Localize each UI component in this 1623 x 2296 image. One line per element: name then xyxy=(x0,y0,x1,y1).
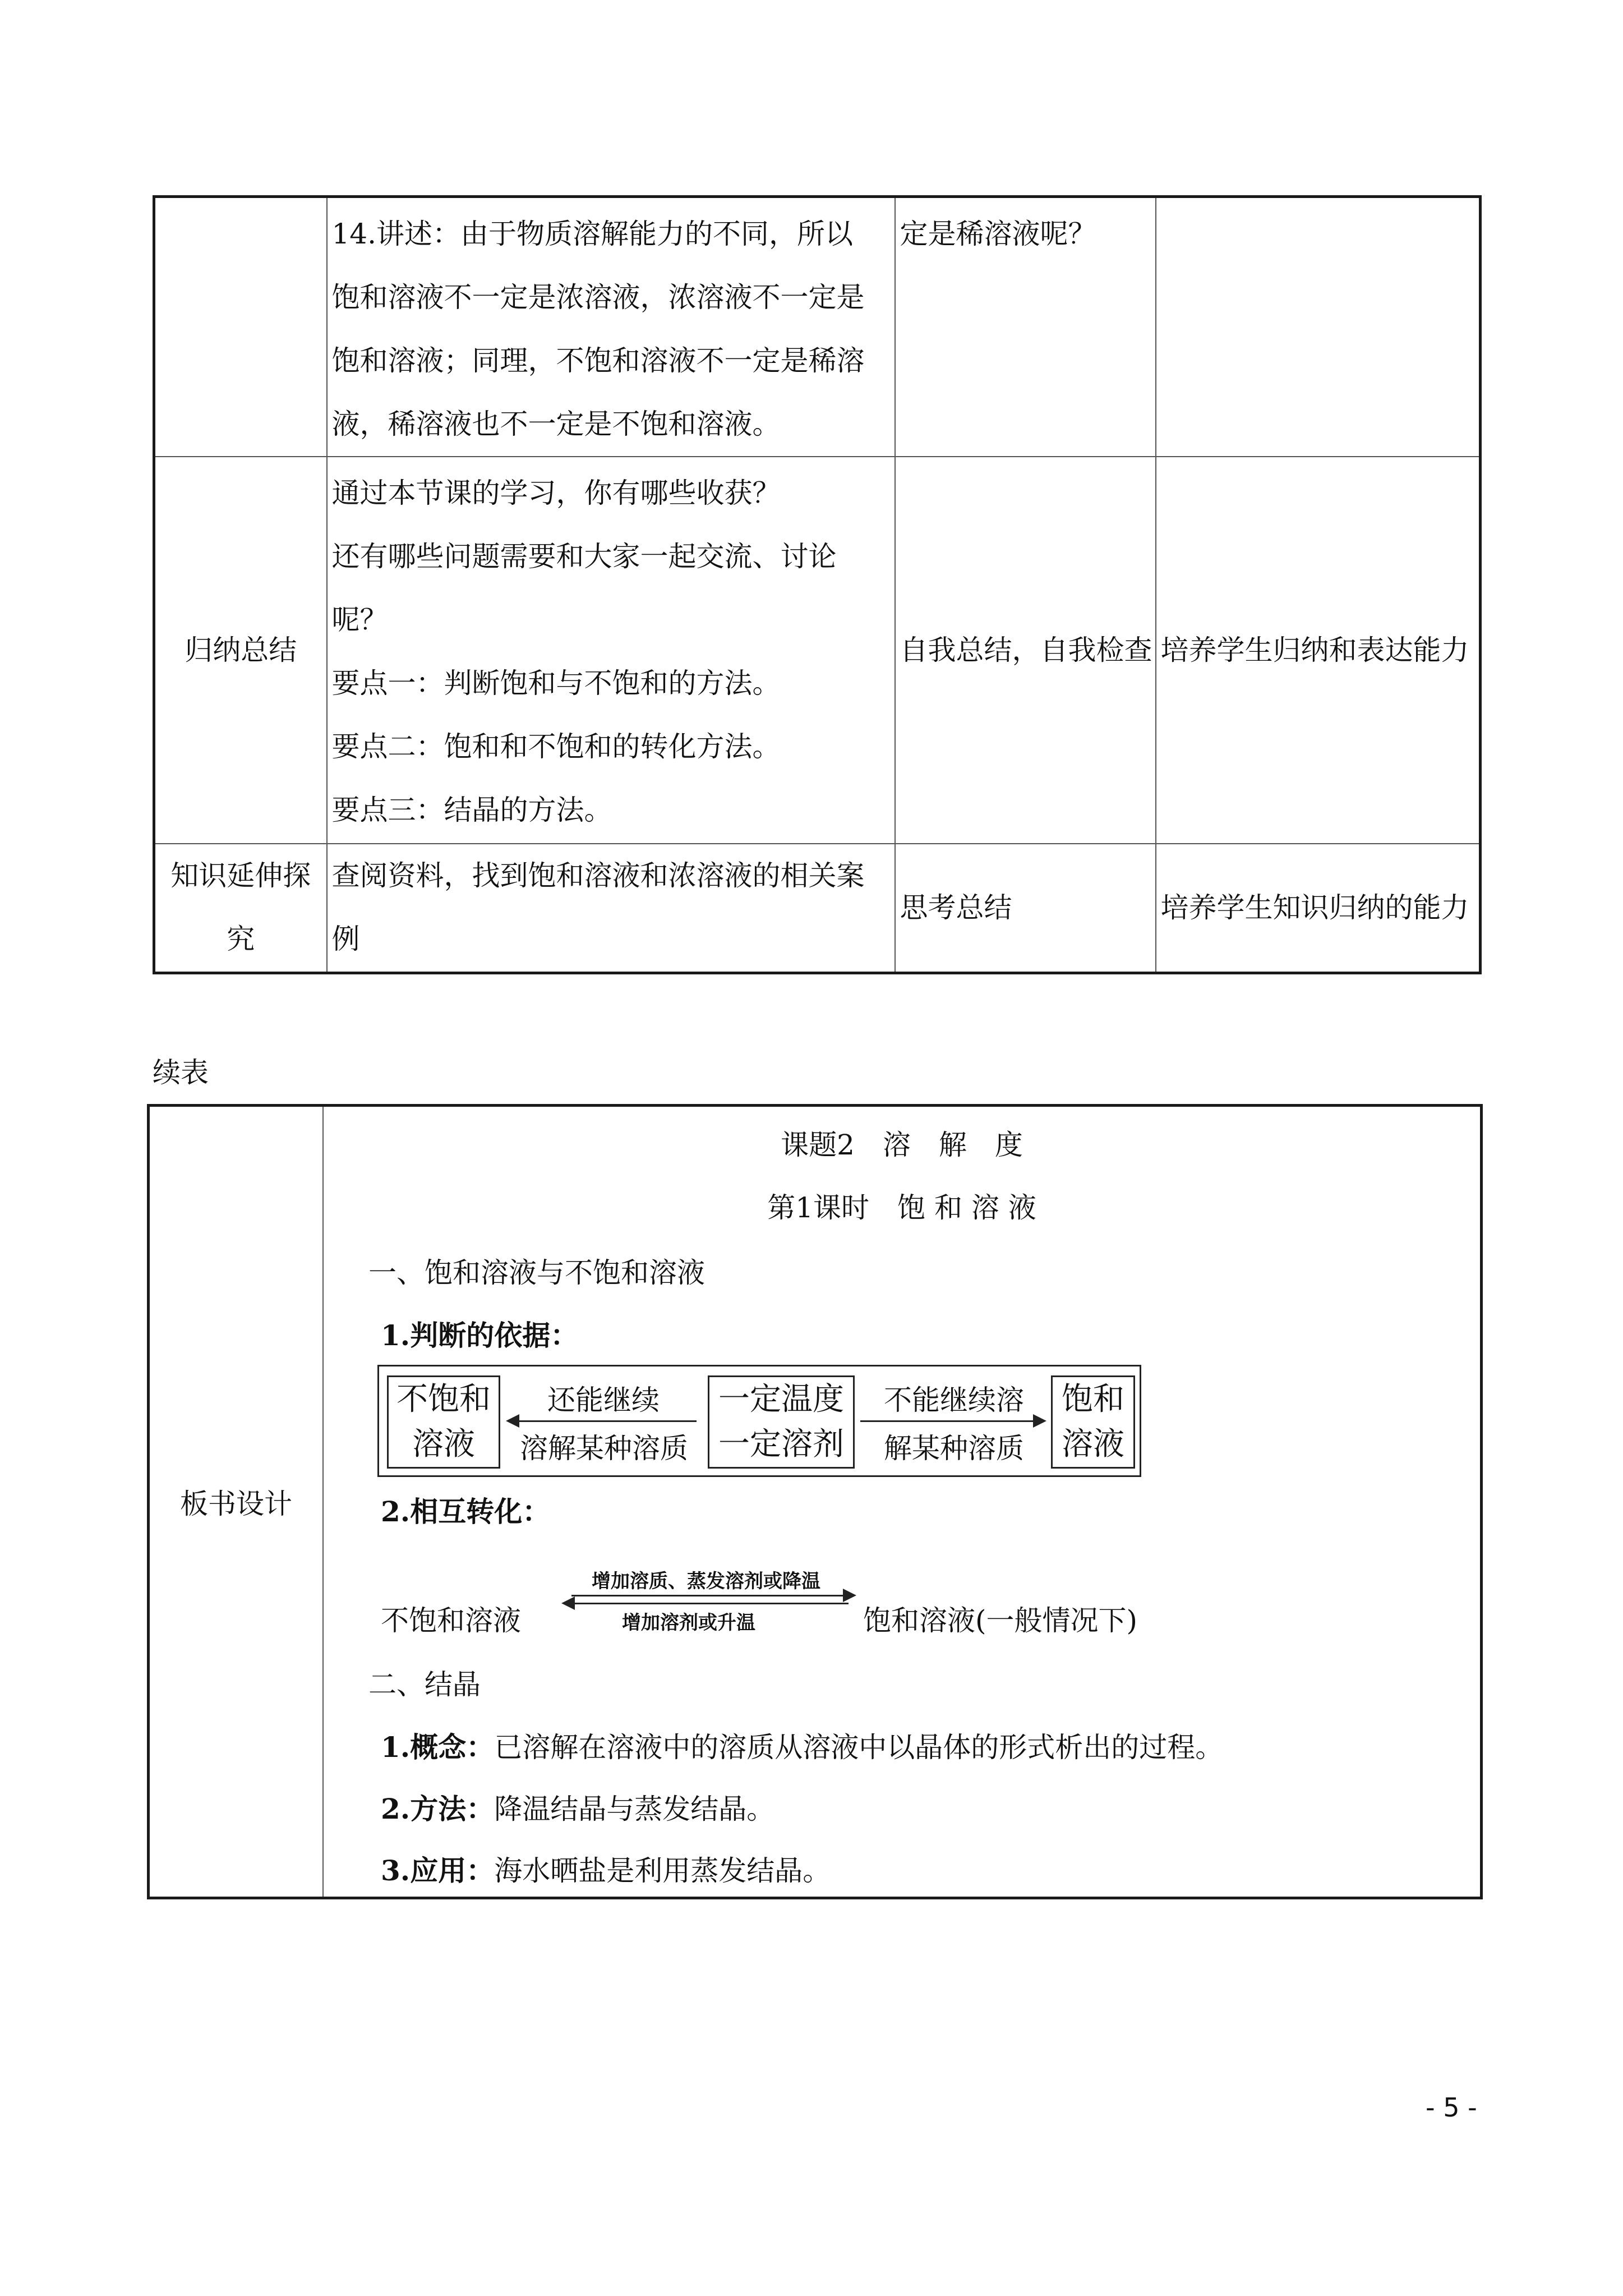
text-line: 呢？ xyxy=(331,604,388,636)
table-cell: 思考总结 xyxy=(895,844,1156,973)
left-arrow-line xyxy=(516,1420,697,1422)
text-line: 查阅资料，找到饱和溶液和浓溶液的相关案 xyxy=(331,859,865,892)
text-line: 通过本节课的学习，你有哪些收获？ xyxy=(331,477,781,509)
item-label: 1.判断的依据： xyxy=(381,1319,579,1352)
text-line: 还有哪些问题需要和大家一起交流、讨论 xyxy=(331,540,837,573)
page-number: - 5 - xyxy=(1426,2092,1477,2123)
text-line: 例 xyxy=(331,923,360,956)
application-line xyxy=(381,1848,831,1889)
arrow-right-icon xyxy=(843,1589,856,1602)
text-line: 定是稀溶液呢？ xyxy=(900,218,1096,250)
board-subtitle: 第1课时 饱 和 溶 液 xyxy=(767,1191,1036,1224)
table-row xyxy=(154,844,1481,973)
arrow-label-bottom: 溶解某种溶质 xyxy=(520,1432,688,1465)
saturated-box xyxy=(1051,1375,1135,1469)
table-cell xyxy=(895,197,1156,457)
text-line: 要点一：判断饱和与不饱和的方法。 xyxy=(331,667,781,700)
unsaturated-box xyxy=(387,1375,500,1469)
condition-box xyxy=(708,1375,855,1469)
section-heading: 二、结晶 xyxy=(368,1668,481,1701)
arrow-label-bottom: 解某种溶质 xyxy=(884,1432,1024,1465)
concept-line xyxy=(381,1725,1223,1765)
continuation-label: 续表 xyxy=(153,1056,209,1089)
text-line: 饱和溶液不一定是浓溶液，浓溶液不一定是 xyxy=(331,281,865,314)
forward-arrow-line xyxy=(571,1595,846,1596)
box-text: 饱和 xyxy=(1062,1381,1124,1418)
table-cell xyxy=(1156,197,1481,457)
table-cell: 自我总结，自我检查 xyxy=(895,457,1156,844)
table-cell: 归纳总结 xyxy=(154,457,327,844)
concept-label: 1.概念： xyxy=(381,1731,495,1764)
conversion-top-condition: 增加溶质、蒸发溶剂或降温 xyxy=(592,1570,820,1593)
box-text: 一定溶剂 xyxy=(718,1426,844,1462)
saturation-diagram xyxy=(377,1365,1141,1477)
table-row xyxy=(154,457,1481,844)
text-line: 饱和溶液；同理，不饱和溶液不一定是稀溶 xyxy=(331,344,865,377)
conversion-right: 饱和溶液(一般情况下) xyxy=(863,1604,1138,1637)
board-title: 课题2 溶 解 度 xyxy=(781,1129,1023,1161)
method-line xyxy=(381,1787,774,1827)
text-line: 液，稀溶液也不一定是不饱和溶液。 xyxy=(331,408,781,440)
text-line: 知识延伸探 xyxy=(170,859,311,892)
text-line: 究 xyxy=(227,923,255,956)
box-text: 溶液 xyxy=(1062,1426,1124,1462)
text-line: 要点二：饱和和不饱和的转化方法。 xyxy=(331,730,781,763)
application-text: 海水晒盐是利用蒸发结晶。 xyxy=(494,1855,831,1887)
lesson-plan-table xyxy=(153,195,1482,974)
text-line: 要点三：结晶的方法。 xyxy=(331,794,612,826)
board-design-label: 板书设计 xyxy=(180,1488,292,1520)
box-text: 一定温度 xyxy=(718,1381,844,1418)
table-cell: 培养学生归纳和表达能力 xyxy=(1156,457,1481,844)
section-heading: 一、饱和溶液与不饱和溶液 xyxy=(368,1257,705,1289)
table-cell xyxy=(327,457,895,844)
table-cell xyxy=(327,197,895,457)
board-design-table xyxy=(147,1104,1483,1899)
table-row xyxy=(154,197,1481,457)
right-arrow-line xyxy=(860,1420,1034,1422)
arrow-label-top: 不能继续溶 xyxy=(884,1384,1024,1416)
backward-arrow-line xyxy=(574,1603,849,1604)
box-text: 不饱和 xyxy=(396,1381,491,1418)
box-text: 溶液 xyxy=(412,1426,475,1462)
application-label: 3.应用： xyxy=(381,1854,495,1887)
table-cell: 培养学生知识归纳的能力 xyxy=(1156,844,1481,973)
item-label: 2.相互转化： xyxy=(381,1495,551,1528)
conversion-bottom-condition: 增加溶剂或升温 xyxy=(622,1612,755,1634)
method-text: 降温结晶与蒸发结晶。 xyxy=(494,1793,775,1825)
conversion-left: 不饱和溶液 xyxy=(381,1604,521,1637)
method-label: 2.方法： xyxy=(381,1792,495,1825)
table-cell xyxy=(154,197,327,457)
arrow-left-icon xyxy=(561,1596,575,1610)
table-cell xyxy=(154,844,327,973)
arrow-label-top: 还能继续 xyxy=(547,1384,660,1416)
text-line: 14.讲述：由于物质溶解能力的不同，所以 xyxy=(331,218,854,250)
table-cell xyxy=(327,844,895,973)
board-content xyxy=(324,1107,1480,1897)
concept-text: 已溶解在溶液中的溶质从溶液中以晶体的形式析出的过程。 xyxy=(494,1731,1224,1764)
